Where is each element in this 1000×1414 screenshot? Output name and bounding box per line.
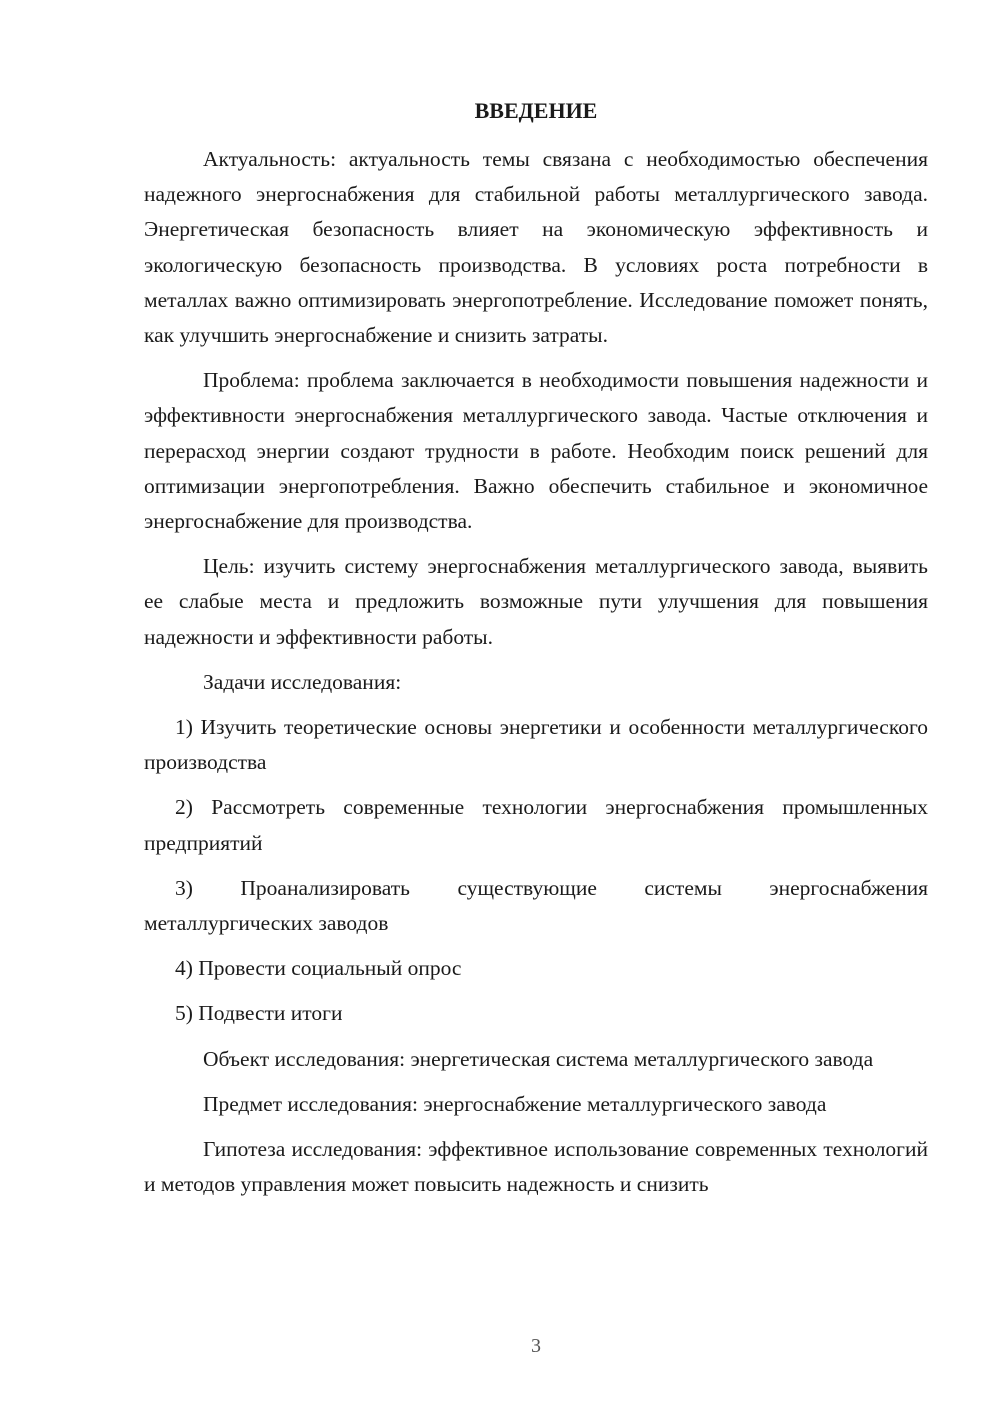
body-text: [144, 142, 928, 1212]
task-item-4: 4) Провести социальный опрос: [175, 956, 462, 981]
paragraph-relevance: Актуальность: актуальность темы связана с необходимостью обеспечения надежного энергоснабжения для стабильной работы металлургического завода. Энергетическая безопасность влияет на экономическую эффективность и экологическую безопасность производства. В условиях роста потребности в металлах важно оптимизировать энергопотребление. Исследование поможет понять, как улучшить энергоснабжение и снизить затраты.: [144, 147, 928, 348]
task-item-2: 2) Рассмотреть современные технологии энергоснабжения промышленных предприятий: [144, 795, 928, 855]
task-item-1: 1) Изучить теоретические основы энергетики и особенности металлургического производства: [144, 715, 928, 775]
paragraph-object: Объект исследования: энергетическая система металлургического завода: [203, 1046, 874, 1071]
paragraph-problem: Проблема: проблема заключается в необходимости повышения надежности и эффективности энергоснабжения металлургического завода. Частые отключения и перерасход энергии создают трудности в работе. Необходим поиск решений для оптимизации энергопотребления. Важно обеспечить стабильное и экономичное энергоснабжение для производства.: [144, 368, 928, 534]
paragraph-hypothesis: Гипотеза исследования: эффективное использование современных технологий и методов управления может повысить надежность и снизить: [144, 1137, 928, 1197]
section-heading: ВВЕДЕНИЕ: [474, 98, 598, 123]
paragraph-subject: Предмет исследования: энергоснабжение металлургического завода: [203, 1091, 827, 1116]
paragraph-tasks-intro: Задачи исследования:: [203, 669, 402, 694]
task-item-5: 5) Подвести итоги: [175, 1001, 343, 1026]
page-number: 3: [531, 1335, 541, 1357]
task-item-3: 3) Проанализировать существующие системы энергоснабжения металлургических заводов: [144, 875, 928, 936]
paragraph-goal: Цель: изучить систему энергоснабжения металлургического завода, выявить ее слабые места и предложить возможные пути улучшения для повышения надежности и эффективности работы.: [144, 554, 928, 649]
